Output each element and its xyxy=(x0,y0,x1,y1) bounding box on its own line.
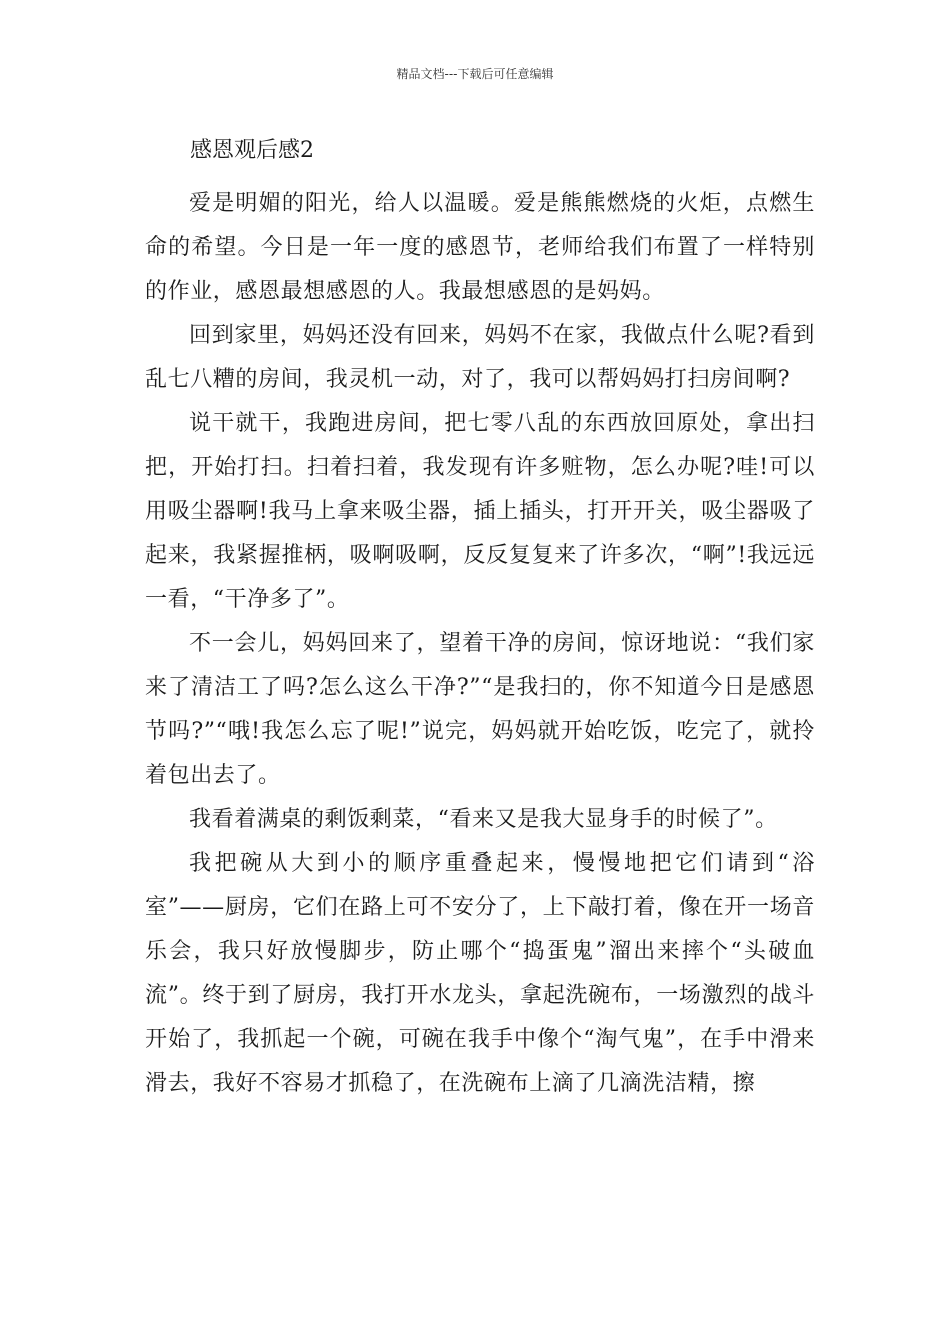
paragraph: 爱是明媚的阳光，给人以温暖。爱是熊熊燃烧的火炬，点燃生命的希望。今日是一年一度的感恩节，老师给我们布置了一样特别的作业，感恩最想感恩的人。我最想感恩的是妈妈。 xyxy=(145,191,815,304)
page-header: 精品文档---下载后可任意编辑 xyxy=(396,67,554,81)
paragraph: 不一会儿，妈妈回来了，望着干净的房间，惊讶地说：“我们家来了清洁工了吗?怎么这么干净?”“是我扫的，你不知道今日是感恩节吗?”“哦!我怎么忘了呢!”说完，妈妈就开始吃饭，吃完了，就拎着包出去了。 xyxy=(145,631,815,788)
document-body xyxy=(145,182,815,1106)
paragraph: 我看着满桌的剩饭剩菜，“看来又是我大显身手的时候了”。 xyxy=(189,807,778,832)
paragraph: 我把碗从大到小的顺序重叠起来，慢慢地把它们请到“浴室”——厨房，它们在路上可不安分了，上下敲打着，像在开一场音乐会，我只好放慢脚步，防止哪个“捣蛋鬼”溜出来摔个“头破血流”。终于到了厨房，我打开水龙头，拿起洗碗布，一场激烈的战斗开始了，我抓起一个碗，可碗在我手中像个“淘气鬼”，在手中滑来滑去，我好不容易才抓稳了，在洗碗布上滴了几滴洗洁精，擦 xyxy=(145,851,815,1096)
paragraph: 说干就干，我跑进房间，把七零八乱的东西放回原处，拿出扫把，开始打扫。扫着扫着，我发现有许多赃物，怎么办呢?哇!可以用吸尘器啊!我马上拿来吸尘器，插上插头，打开开关，吸尘器吸了起来，我紧握推柄，吸啊吸啊，反反复复来了许多次，“啊”!我远远一看，“干净多了”。 xyxy=(145,411,815,612)
document-title: 感恩观后感2 xyxy=(190,138,314,163)
paragraph: 回到家里，妈妈还没有回来，妈妈不在家，我做点什么呢?看到乱七八糟的房间，我灵机一动，对了，我可以帮妈妈打扫房间啊? xyxy=(145,323,815,392)
